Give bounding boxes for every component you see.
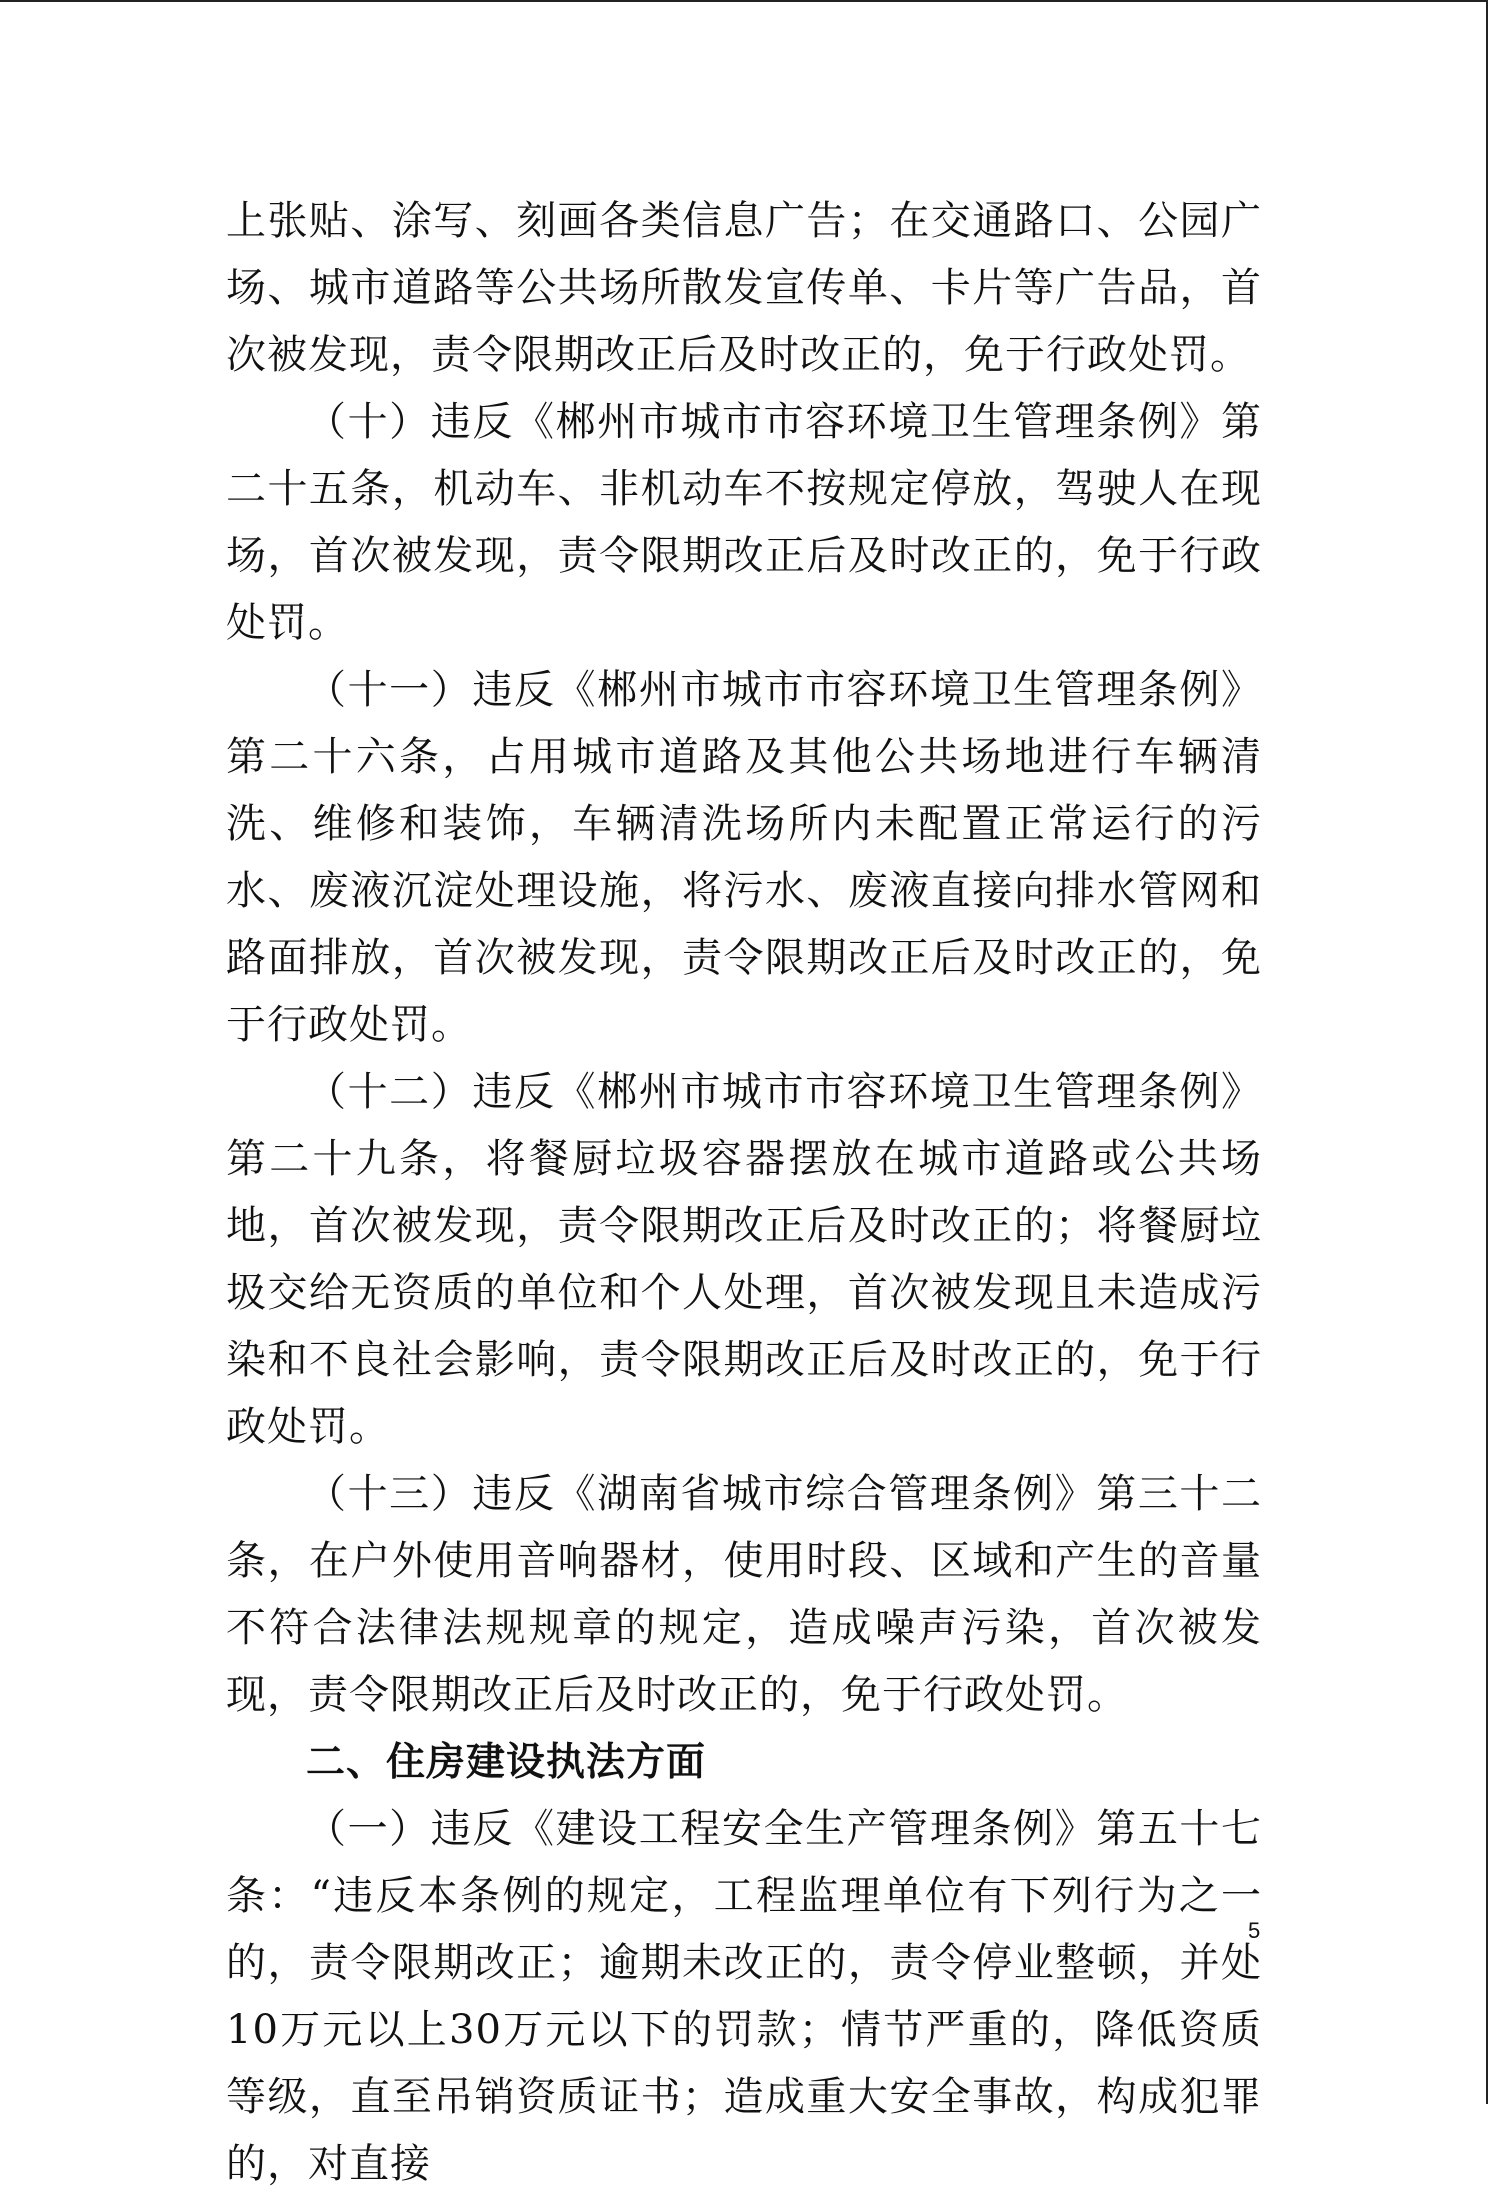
paragraph-item-11: （十一）违反《郴州市城市市容环境卫生管理条例》第二十六条，占用城市道路及其他公共场地进行车辆清洗、维修和装饰，车辆清洗场所内未配置正常运行的污水、废液沉淀处理设施，将污水、废液直接向排水管网和路面排放，首次被发现，责令限期改正后及时改正的，免于行政处罚。	[226, 667, 1262, 1048]
page-border-top	[0, 0, 1488, 2]
section-heading: 二、住房建设执法方面	[306, 1740, 707, 1785]
page-number: 5	[1248, 1918, 1261, 1943]
paragraph-housing-1: （一）违反《建设工程安全生产管理条例》第五十七条：“违反本条例的规定，工程监理单位有下列行为之一的，责令限期改正；逾期未改正的，责令停业整顿，并处10万元以上30万元以下的罚款；情节严重的，降低资质等级，直至吊销资质证书；造成重大安全事故，构成犯罪的，对直接	[226, 1806, 1262, 2187]
paragraph-item-10: （十）违反《郴州市城市市容环境卫生管理条例》第二十五条，机动车、非机动车不按规定停放，驾驶人在现场，首次被发现，责令限期改正后及时改正的，免于行政处罚。	[226, 399, 1262, 646]
paragraph-continuation: 上张贴、涂写、刻画各类信息广告；在交通路口、公园广场、城市道路等公共场所散发宣传单、卡片等广告品，首次被发现，责令限期改正后及时改正的，免于行政处罚。	[226, 198, 1262, 378]
paragraph-item-12: （十二）违反《郴州市城市市容环境卫生管理条例》第二十九条，将餐厨垃圾容器摆放在城市道路或公共场地，首次被发现，责令限期改正后及时改正的；将餐厨垃圾交给无资质的单位和个人处理，首次被发现且未造成污染和不良社会影响，责令限期改正后及时改正的，免于行政处罚。	[226, 1069, 1262, 1450]
paragraph-item-13: （十三）违反《湖南省城市综合管理条例》第三十二条，在户外使用音响器材，使用时段、区域和产生的音量不符合法律法规规章的规定，造成噪声污染，首次被发现，责令限期改正后及时改正的，免于行政处罚。	[226, 1471, 1262, 1718]
document-body	[226, 188, 1262, 2198]
